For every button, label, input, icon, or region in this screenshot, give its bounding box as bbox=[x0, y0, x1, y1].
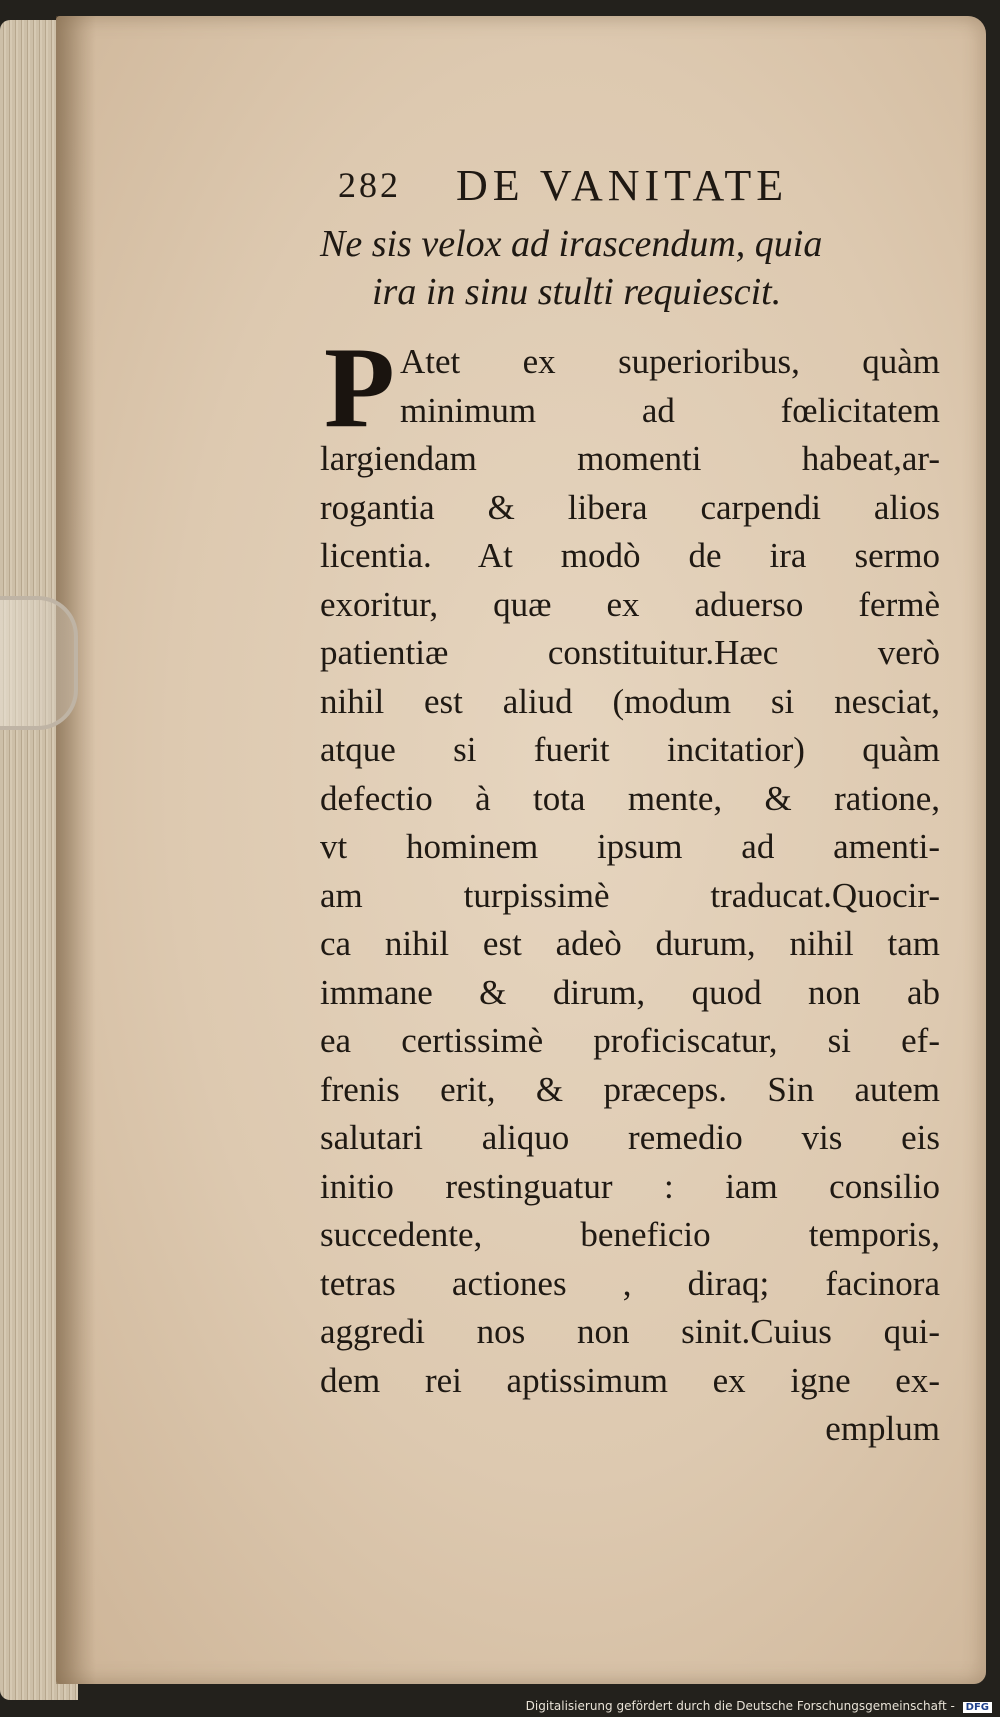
text-line: dem rei aptissimum ex igne ex- bbox=[320, 1360, 940, 1400]
text-line: exoritur, quæ ex aduerso fermè bbox=[320, 584, 940, 624]
text-line: vt hominem ipsum ad amenti- bbox=[320, 827, 940, 866]
text-line: licentia. At modò de ira sermo bbox=[320, 536, 940, 575]
motto-line-2: ira in sinu stulti requiescit. bbox=[372, 271, 782, 313]
motto bbox=[320, 220, 940, 316]
text-line: Atet ex superioribus, quàm bbox=[400, 342, 940, 381]
drop-cap-initial: P bbox=[324, 324, 395, 452]
text-line: ea certissimè proficiscatur, si ef- bbox=[320, 1021, 940, 1060]
text-line: rogantia & libera carpendi alios bbox=[320, 487, 940, 527]
text-line: frenis erit, & præceps. Sin autem bbox=[320, 1069, 940, 1109]
text-line: ca nihil est adeò durum, nihil tam bbox=[320, 924, 940, 963]
text-line: tetras actiones , diraq; facinora bbox=[320, 1263, 940, 1303]
page-clip bbox=[0, 596, 78, 730]
text-line: minimum ad fœlicitatem bbox=[400, 390, 940, 430]
text-line: salutari aliquo remedio vis eis bbox=[320, 1118, 940, 1157]
text-block bbox=[320, 150, 940, 1454]
text-line: initio restinguatur : iam consilio bbox=[320, 1166, 940, 1206]
dfg-logo: DFG bbox=[963, 1702, 992, 1713]
running-header bbox=[320, 150, 940, 212]
text-line: aggredi nos non sinit.Cuius qui- bbox=[320, 1312, 940, 1351]
text-line: largiendam momenti habeat,ar- bbox=[320, 439, 940, 478]
text-line: am turpissimè traducat.Quocir- bbox=[320, 875, 940, 915]
text-line: defectio à tota mente, & ratione, bbox=[320, 778, 940, 818]
credit-text: Digitalisierung gefördert durch die Deutsche Forschungsgemeinschaft - bbox=[525, 1699, 955, 1713]
text-line: succedente, beneficio temporis, bbox=[320, 1215, 940, 1254]
page-number: 282 bbox=[338, 165, 401, 205]
running-title: DE VANITATE bbox=[456, 161, 789, 210]
motto-line-1: Ne sis velox ad irascendum, quia bbox=[320, 223, 823, 265]
text-line: atque si fuerit incitatior) quàm bbox=[320, 730, 940, 769]
text-line: immane & dirum, quod non ab bbox=[320, 972, 940, 1012]
body-text bbox=[320, 324, 940, 1454]
text-line: patientiæ constituitur.Hæc verò bbox=[320, 633, 940, 672]
catchword: emplum bbox=[825, 1409, 940, 1448]
page-gutter-shadow bbox=[56, 16, 96, 1684]
digitization-credit bbox=[526, 1699, 992, 1713]
text-line: nihil est aliud (modum si nesciat, bbox=[320, 681, 940, 721]
